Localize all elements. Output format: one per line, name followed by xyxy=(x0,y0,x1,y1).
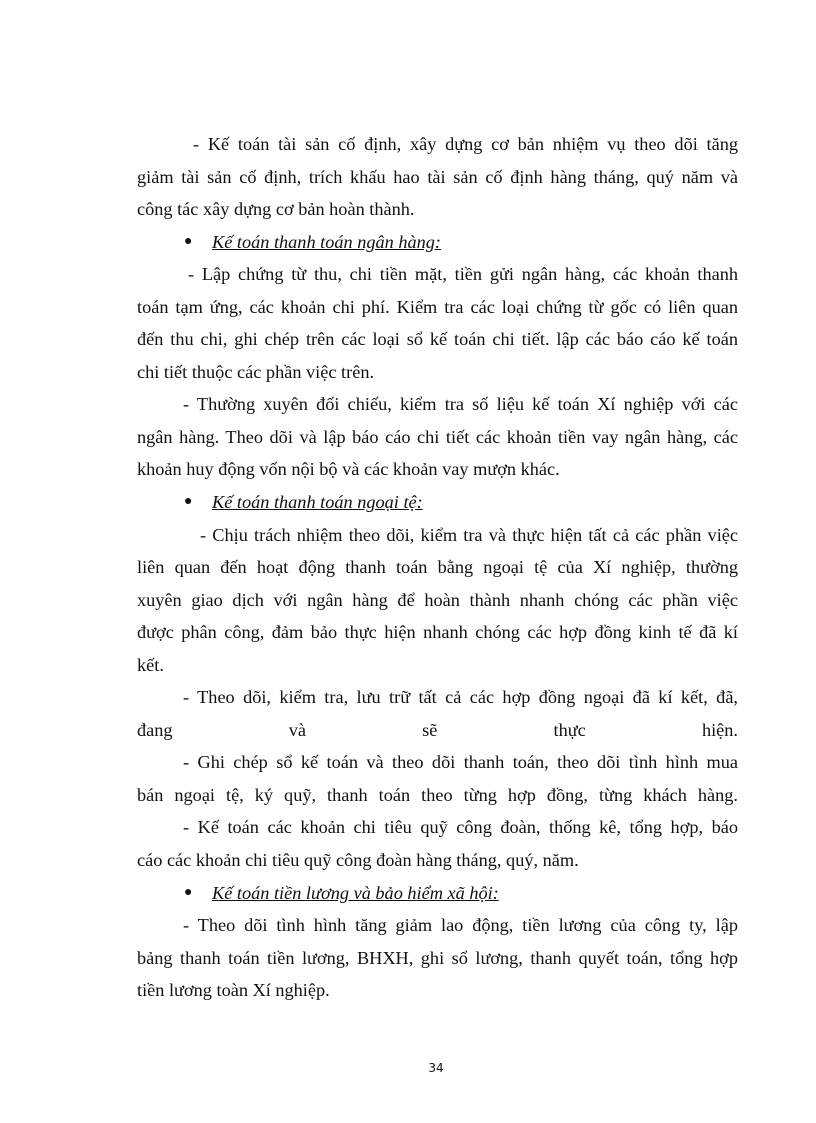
text-line: - Kế toán tài sản cố định, xây dựng cơ bản nhiệm vụ theo dõi tăng xyxy=(193,134,738,154)
text-line: liên quan đến hoạt động thanh toán bằng ngoại tệ của Xí nghiệp, thường xyxy=(137,557,738,578)
section-heading-foreign-currency xyxy=(137,486,738,519)
text-line: đến thu chi, ghi chép trên các loại sổ kế toán chi tiết. lập các báo cáo kế toán xyxy=(137,329,738,350)
text-line: - Chịu trách nhiệm theo dõi, kiểm tra và thực hiện tất cả các phần việc xyxy=(200,524,738,545)
text-line: toán tạm ứng, các khoản chi phí. Kiểm tra các loại chứng từ gốc có liên quan xyxy=(137,296,738,317)
text-line: bảng thanh toán tiền lương, BHXH, ghi sổ lương, thanh quyết toán, tổng hợp xyxy=(137,947,738,968)
text-line: - Theo dõi tình hình tăng giảm lao động, tiền lương của công ty, lập xyxy=(183,915,738,936)
text-line: tiền lương toàn Xí nghiệp. xyxy=(137,980,330,1001)
text-line: - Ghi chép sổ kế toán và theo dõi thanh toán, theo dõi tình hình mua xyxy=(183,752,738,773)
text-line: đang và sẽ thực hiện. xyxy=(137,719,738,740)
document-body xyxy=(137,128,738,1007)
text-line: - Lập chứng từ thu, chi tiền mặt, tiền gửi ngân hàng, các khoản thanh xyxy=(188,264,738,285)
text-line: công tác xây dựng cơ bản hoàn thành. xyxy=(137,199,415,220)
text-line: được phân công, đảm bảo thực hiện nhanh chóng các hợp đồng kinh tế đã kí xyxy=(137,622,738,643)
heading-text: Kế toán tiền lương và bảo hiểm xã hội: xyxy=(212,882,499,903)
text-line: khoản huy động vốn nội bộ và các khoản vay mượn khác. xyxy=(137,459,560,480)
heading-text: Kế toán thanh toán ngân hàng: xyxy=(212,231,442,252)
text-line: - Thường xuyên đối chiếu, kiểm tra số liệu kế toán Xí nghiệp với các xyxy=(183,394,738,415)
text-line: giảm tài sản cố định, trích khấu hao tài sản cố định hàng tháng, quý năm và xyxy=(137,166,738,187)
text-line: kết. xyxy=(137,654,164,675)
page-number: 34 xyxy=(428,1061,444,1075)
bullet-icon: ● xyxy=(184,884,193,900)
text-line: chi tiết thuộc các phần việc trên. xyxy=(137,361,375,382)
bullet-icon: ● xyxy=(184,233,193,249)
text-line: ngân hàng. Theo dõi và lập báo cáo chi tiết các khoản tiền vay ngân hàng, các xyxy=(137,426,738,447)
section-heading-bank xyxy=(137,226,738,259)
heading-text: Kế toán thanh toán ngoại tệ: xyxy=(212,492,423,513)
text-line: cáo các khoản chi tiêu quỹ công đoàn hàng tháng, quý, năm. xyxy=(137,850,579,871)
bullet-icon: ● xyxy=(184,494,193,510)
text-line: - Theo dõi, kiểm tra, lưu trữ tất cả các hợp đồng ngoại đã kí kết, đã, xyxy=(183,687,738,708)
text-line: bán ngoại tệ, ký quỹ, thanh toán theo từng hợp đồng, từng khách hàng. xyxy=(137,784,738,805)
text-line: - Kế toán các khoản chi tiêu quỹ công đoàn, thống kê, tổng hợp, báo xyxy=(183,817,738,838)
section-heading-payroll xyxy=(137,877,738,910)
text-line: xuyên giao dịch với ngân hàng để hoàn thành nhanh chóng các phần việc xyxy=(137,589,738,610)
